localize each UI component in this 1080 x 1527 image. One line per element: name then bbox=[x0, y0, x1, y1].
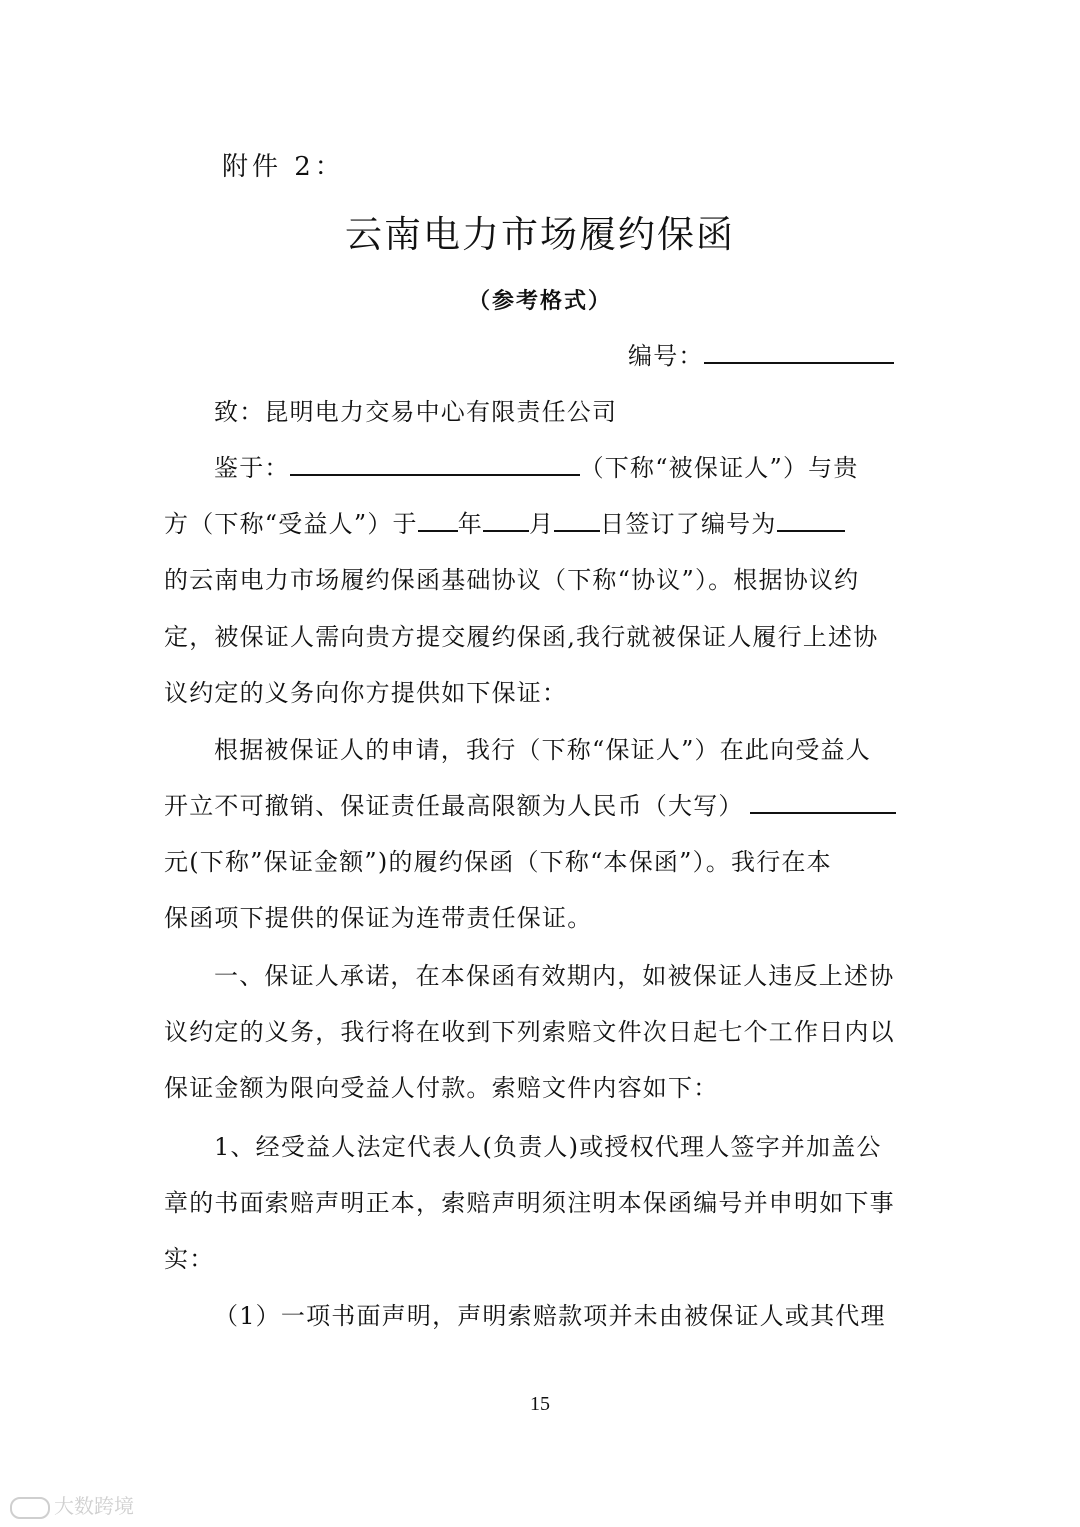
text: 年 bbox=[457, 510, 483, 538]
para-1-line-2 bbox=[164, 508, 845, 540]
para-2-line-3: 元(下称”保证金额”)的履约保函（下称“本保函”）。我行在本 bbox=[164, 848, 832, 876]
text: 月 bbox=[528, 510, 555, 538]
para-1-line-5: 议约定的义务向你方提供如下保证： bbox=[164, 679, 568, 707]
page-number: 15 bbox=[530, 1393, 550, 1415]
para-2-line-4: 保函项下提供的保证为连带责任保证。 bbox=[164, 904, 593, 932]
addressee: 致：昆明电力交易中心有限责任公司 bbox=[214, 398, 618, 426]
day-blank bbox=[554, 508, 600, 532]
watermark-logo-icon bbox=[10, 1497, 50, 1519]
para-2-line-2 bbox=[164, 790, 896, 822]
para-3-line-1: 一、保证人承诺，在本保函有效期内，如被保证人违反上述协 bbox=[214, 962, 895, 990]
para-4-line-2: 章的书面索赔声明正本，索赔声明须注明本保函编号并申明如下事 bbox=[164, 1189, 895, 1217]
text: 方（下称“受益人”）于 bbox=[164, 510, 418, 538]
text: 开立不可撤销、保证责任最高限额为人民币（大写） bbox=[164, 792, 744, 820]
serial-label: 编号： bbox=[628, 342, 704, 370]
para-1-line-1 bbox=[214, 452, 859, 484]
text: 日签订了编号为 bbox=[600, 510, 777, 538]
para-2-line-1: 根据被保证人的申请，我行（下称“保证人”）在此向受益人 bbox=[214, 736, 871, 764]
para-3-line-2: 议约定的义务，我行将在收到下列索赔文件次日起七个工作日内以 bbox=[164, 1018, 895, 1046]
watermark bbox=[10, 1490, 134, 1519]
agreement-number-blank bbox=[777, 508, 845, 532]
text: 鉴于： bbox=[214, 454, 290, 482]
guaranteed-party-blank bbox=[290, 452, 580, 476]
para-4-line-1: 1、经受益人法定代表人(负责人)或授权代理人签字并加盖公 bbox=[214, 1133, 882, 1161]
para-3-line-3: 保证金额为限向受益人付款。索赔文件内容如下： bbox=[164, 1074, 719, 1102]
para-4-line-3: 实： bbox=[164, 1245, 215, 1273]
para-1-line-4: 定，被保证人需向贵方提交履约保函,我行就被保证人履行上述协 bbox=[164, 623, 879, 651]
para-1-line-3: 的云南电力市场履约保函基础协议（下称“协议”）。根据协议约 bbox=[164, 566, 860, 594]
document-subtitle: （参考格式） bbox=[467, 289, 612, 314]
para-5-line-1: （1）一项书面声明，声明索赔款项并未由被保证人或其代理 bbox=[214, 1302, 886, 1330]
serial-number-row bbox=[628, 340, 894, 372]
month-blank bbox=[483, 508, 529, 532]
text: （下称“被保证人”）与贵 bbox=[579, 454, 859, 482]
year-blank bbox=[418, 508, 458, 532]
watermark-text: 大数跨境 bbox=[54, 1494, 134, 1518]
attachment-label: 附件 2： bbox=[222, 152, 345, 182]
serial-blank bbox=[704, 340, 894, 364]
document-title: 云南电力市场履约保函 bbox=[345, 213, 735, 256]
amount-blank bbox=[750, 790, 896, 814]
